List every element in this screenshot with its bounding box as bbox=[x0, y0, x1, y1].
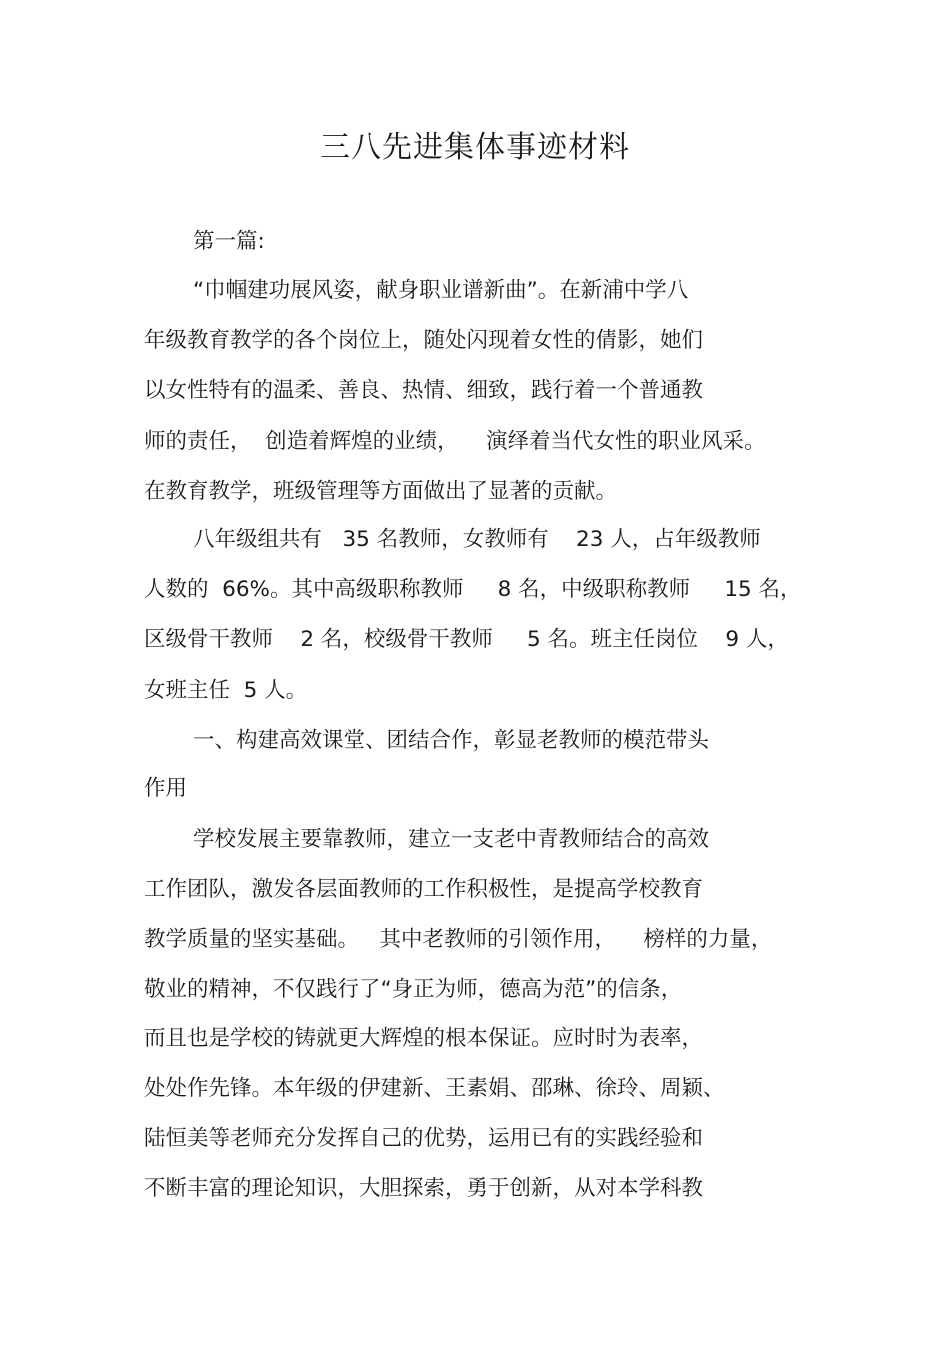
body-line: 年级教育教学的各个岗位上，随处闪现着女性的倩影，她们 bbox=[144, 328, 704, 353]
body-line: 处处作先锋。本年级的伊建新、王素娟、邵琳、徐玲、周颖、 bbox=[144, 1076, 725, 1101]
body-line: 不断丰富的理论知识，大胆探索，勇于创新，从对本学科教 bbox=[144, 1176, 704, 1201]
page-title: 三八先进集体事迹材料 bbox=[320, 130, 630, 165]
body-line: 以女性特有的温柔、善良、热情、细致，践行着一个普通教 bbox=[144, 378, 704, 403]
body-line: 陆恒美等老师充分发挥自己的优势，运用已有的实践经验和 bbox=[144, 1126, 704, 1151]
body-line: 学校发展主要靠教师，建立一支老中青教师结合的高效 bbox=[193, 827, 710, 852]
body-line: 在教育教学，班级管理等方面做出了显著的贡献。 bbox=[144, 479, 618, 504]
body-line: 教学质量的坚实基础。 其中老教师的引领作用， 榜样的力量， bbox=[144, 927, 773, 952]
body-line: 人数的 66%。其中高级职称教师 8 名，中级职称教师 15 名， bbox=[144, 577, 802, 602]
body-line: 区级骨干教师 2 名，校级骨干教师 5 名。班主任岗位 9 人， bbox=[144, 627, 789, 652]
section-heading: 作用 bbox=[144, 776, 188, 801]
body-line: 师的责任， 创造着辉煌的业绩， 演绎着当代女性的职业风采。 bbox=[144, 429, 766, 454]
body-line: 女班主任 5 人。 bbox=[144, 678, 308, 703]
heading-part-one: 第一篇: bbox=[193, 229, 265, 254]
body-line: 八年级组共有 35 名教师，女教师有 23 人，占年级教师 bbox=[193, 527, 761, 552]
body-line: 敬业的精神，不仅践行了“身正为师，德高为范”的信条， bbox=[144, 977, 683, 1002]
body-line: “巾帼建功展风姿，献身职业谱新曲”。在新浦中学八 bbox=[193, 278, 689, 303]
body-line: 工作团队，激发各层面教师的工作积极性，是提高学校教育 bbox=[144, 877, 704, 902]
body-line: 而且也是学校的铸就更大辉煌的根本保证。应时时为表率， bbox=[144, 1026, 704, 1051]
section-heading: 一、构建高效课堂、团结合作，彰显老教师的模范带头 bbox=[193, 728, 710, 753]
